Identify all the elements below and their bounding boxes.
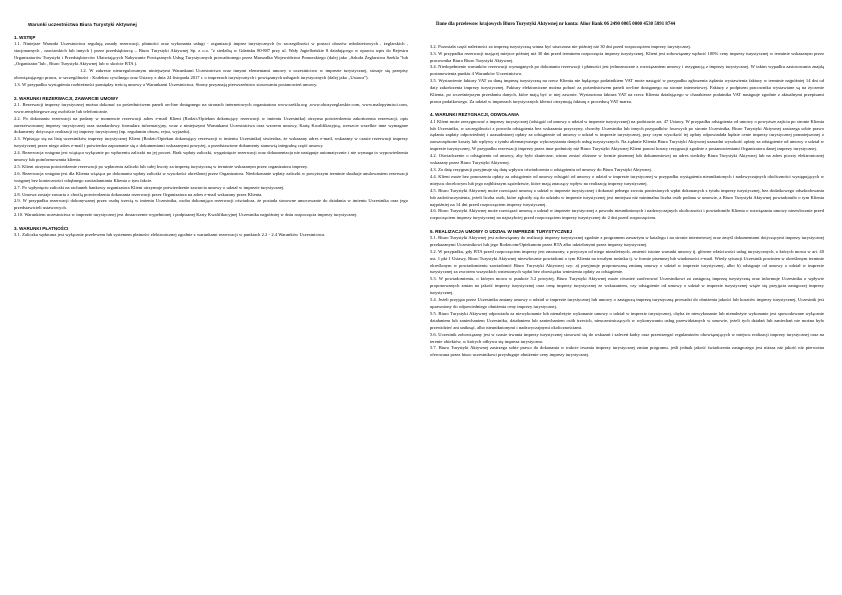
paragraph-2-1: 2.1. Rezerwacji imprezy turystycznej można dokonać za pośrednictwem paneli on-line dostępnego na stronach internetowych organizatora www.szekla.org ,www.obozyzeglarskie.com, www.malopytmisci.com, www.rentybiegowe.org osobiście lub telefonicznie. [14, 101, 408, 114]
bank-details-header: Dane dla przelewow krajowych Biuro Turystyki Aktywnej nr konta: Alior Bank 06 2490 0005 0000 4530 5891 8744 [436, 22, 676, 27]
paragraph-5-5: 5.5. Biuro Turystyki Aktywnej odpowiada za niewykonanie lub nienależyte wykonanie umowy o udział w imprezie turystycznej, chyba że niewykonanie lub nienależyte wykonanie jest spowodowane wyłącznie działaniem lub zaniechaniem Uczestnika, działaniem lub zaniechaniem osób trzecich, nieuczestniczących w wykonywaniu usług przewidzianych w umowie, jeżeli tych działań lub zaniechań nie można było przewidzieć ani uniknąć, albo nieuniknionymi i nadzwyczajnymi okolicznościami. [430, 310, 824, 330]
right-column [430, 14, 824, 589]
paragraph-2-4: 2.4. Rezerwacja wstępna jest wiążąca wyłącznie po wpłaceniu zaliczki na jej poczet. Brak wpłaty zaliczki, wygaśnięcie rezerwacji oraz dokumentacja nie następuje automatycznie i nie wymaga to wypowiedzenia umowy lub poinformowania klienta. [14, 150, 408, 163]
paragraph-5-2: 5.2. W przypadku, gdy BTA przed rozpoczęciem imprezy jest zmuszony, z przyczyn od niego niezależnych, zmienić istotne warunki umowy tj. główne właściwości usług turystycznych, o których mowa w art. 40 ust. 1 pkt 1 Ustawy, Biuro Turystyki Aktywnej niezwłocznie powiadomi o tym Klienta na trwałym nośniku tj. w formie pisemnej lub wiadomości e-mail. Wtedy sytuacji Uczestnik powinien w określonym terminie określonym w powiadomieniu zawiadomić Biuro Turystyki Aktywnej czy: a) przyjmuje proponowaną zmianę umowy o udział w imprezie turystycznej, albo b) odstępuje od umowy o udział w imprezie turystycznej za zwrotem wszystkich wniesionych wpłat bez obowiązku wniesienia opłaty za odstąpienie. [430, 248, 824, 275]
paragraph-5-3: 5.3. W powiadomieniu, o którym mowa w punkcie 5.2 powyżej, Biuro Turystyki Aktywnej może również zaoferować Uczestnikowi za zastępczą imprezę turystyczną oraz informuje Uczestnika o wpływie proponowanych zmian na jakość imprezy turystycznej oraz cenę imprezy turystycznej ze wskazaniem, czy odstąpienie od umowy o udział w imprezie turystycznej wiąże się przyjęcia zastępczej imprezy turystycznej. [430, 276, 824, 296]
paragraph-4-2: 4.2. Oświadczenie o odstąpieniu od umowy, aby było skuteczne, winno zostać złożone w formie pisemnej lub dokumentowej na adres siedziby Biura Turystyki Aktywnej lub na adres poczty elektronicznej wskazany przez Biuro Turystyki Aktywnej. [430, 153, 824, 166]
paragraph-2-8: 2.8. Umowa zostaje zawarta z chwilą potwierdzenia dokonania rezerwacji przez Organizatora na adres e-mail wskazany przez Klienta. [14, 191, 263, 197]
paragraph-4-3: 4.3. Za datę rezygnacji przyjmuje się datę wpływu oświadczenia o odstąpieniu od umowy do Biura Turystyki Aktywnej. [430, 166, 652, 172]
paragraph-3-1: 3.1. Zaliczka wpłacana jest wyłącznie przelewem lub systemem płatności elektronicznej zgodnie z warunkami rezerwacji w punktach 2.2 - 2.4 Warunków Uczestnictwa. [14, 231, 326, 237]
paragraph-2-3: 2.3. Wpisując się na listę uczestników imprezy turystycznej Klient (Rodzic/Opiekun dokonujący rezerwacji w imieniu Uczestnika) stwierdza, że wskazany adres e-mail, wskazany w czasie rezerwacji imprezy turystycznej przez niego adres e-mail i potwierdza zapoznanie się z dokumentami wskazanymi powyżej, a przedstawione dokumenty stanowią integralną część umowy. [14, 136, 408, 149]
paragraph-2-9: 2.9. W przypadku rezerwacji dokonywanej przez osobę trzecią w imieniu Uczestnika, osoba dokonująca rezerwacji oświadcza, że posiada stosowne umocowanie do działania w imieniu Uczestnika oraz jego przedstawicieli ustawowych. [14, 198, 408, 211]
section-heading-3: 3. WARUNKI PŁATNOŚCI [14, 225, 69, 231]
paragraph-4-6: 4.6. Biuro Turystyki Aktywnej może rozwiązać umowę o udział w imprezie turystycznej z powodu nieuniknionych i nadzwyczajnych okoliczności i powiadomiło Klienta o rozwiązaniu umowy niezwłocznie przed rozpoczęciem imprezy turystycznej na najszybciej przed rozpoczęciem imprezy turystycznej do 2 dni przed rozpoczęciem. [430, 208, 824, 221]
section-heading-4: 4. WARUNKI REZYGNACJI, ODWOŁANIA [430, 112, 520, 118]
paragraph-1-3: 1.3. W przypadku wystąpienia rozbieżności pomiędzy treścią umowy a Warunkami Uczestnictwa, Strony przyznają pierwszeństwo stosowaniu postanowień umowy. [14, 82, 318, 88]
column-top-spacer [430, 28, 824, 44]
paragraph-1-2: 1.2. W zakresie nieuregulowanym niniejszymi Warunkami Uczestnictwa oraz innymi elementami umowy o uczestnictwo w imprezie turystycznej, stosuje się przepisy obowiązującego prawa, w szczególności : Kodeksu cywilnego oraz Ustawy z dnia 24 listopada 2017 r. o imprezach turystycznych i powiązanych usługach turystycznych (dalej jako „Ustawa"). [14, 68, 408, 81]
left-column [14, 14, 408, 589]
section-heading-1: 1. WSTĘP [14, 34, 36, 40]
paragraph-3-5: 3.5. Wystawienie faktury VAT za daną imprezę turystyczną na rzecz Klienta nie będącego podatnikiem VAT może nastąpić w przypadku zgłoszenia żądania wystawienia faktury w terminie najpóźniej 14 dni od daty zakończenia imprezy turystycznej. Faktury elektroniczne można pobrać za pośrednictwem paneli on-line dostępnego na stronie internetowej. Faktury z podpisem pracownika wystawiane są na życzenie Klienta, po wcześniejszym przesłaniu danych, które mają być w niej zawarte. Wystawiona faktura VAT na rzecz Klienta działającego w charakterze podatnika VAT następuje zgodnie z aktualnymi przepisami prawa podatkowego. Za udział w imprezach turystycznych klienci otrzymują fakturę z procedurą VAT marża. [430, 78, 824, 104]
paragraph-4-5: 4.5. Biuro Turystyki Aktywnej może rozwiązać umowę o udział w imprezie turystycznej i dokonać pełnego zwrotu poniesionych wpłat dokonanych z tytułu imprezy turystycznej, bez dodatkowego odszkodowania lub zadośćuczynienia, jeżeli liczba osób, które zgłosiły się do udziału w imprezie turystycznej jest mniejsza niż minimalna liczba osób podana w umowie, a Biuro Turystyki Aktywnej powiadomiło o tym Klienta najpóźniej na 14 dni przed rozpoczęciem imprezy turystycznej. [430, 187, 824, 207]
paragraph-4-4: 4.4. Klient może bez ponoszenia opłaty za odstąpienie od umowy odstąpić od umowy o udział w imprezie turystycznej w przypadku wystąpienia nieuniknionych i nadzwyczajnych okoliczności występujących w miejscu docelowym lub jego najbliższym sąsiedztwie, które mają znaczący wpływ na realizację imprezy turystycznej. [430, 173, 824, 186]
paragraph-2-7: 2.7. Po wpłynięciu zaliczki na rachunek bankowy organizatora Klient otrzymuje potwierdzenie zawarcia umowy o udział w imprezie turystycznej. [14, 184, 285, 190]
paragraph-1-1: 1.1. Niniejsze Warunki Uczestnictwa regulują zasady rezerwacji, płatności oraz wykonania usługi - organizacji imprez turystycznych (w szczególności w postaci obozów młodzieżowych , żeglarskich , stacjonarnych , narciarskich lub innych ) przez przedsiębiorcę – Biuro Turystyki Aktywnej Sp. z o.o. "z siedzibą w Gdańsku 80-887 przy ul. Wały Jagiellońskie 8 działającego w oparciu wpis do Rejestru Organizatorów Turystyki i Przedsiębiorców Ułatwiających Nabywanie Powiązanych Usług Turystycznych prowadzonego przez Marszałka Województwa Pomorskiego (dalej jako „Szkoła Żeglarstwa Szekla "lub „Organizator"lub , Biuro Turystyki Aktywnej lub w skrócie BTA ). [14, 40, 408, 67]
paragraph-2-2: 2.2. Po dokonaniu rezerwacji na podany w momencie rezerwacji adres e-mail Klient (Rodzic/Opiekun dokonujący rezerwacji w imieniu Uczestnika) otrzyma potwierdzenia zakończenia rezerwacji, opis zarezerwowanej imprezy turystycznej oraz standardowy formularz informacyjny, wraz z niniejszymi Warunkami Uczestnictwa oraz wzorem umowy, Kartę Kwalifikacyjną, wreszcie wszelkie inne wymagane dokumenty dotyczące realizacji tej imprezy turystycznej (np. regulamin obozu, rejsu, wyjazdu). [14, 115, 408, 135]
paragraph-5-1: 5.1. Biuro Turystyki Aktywnej jest zobowiązany do realizacji imprezy turystycznej zgodnie z programem zawartym w katalogu i na stronie internetowej oraz zmyśl dokumentami dotyczącymi imprezy turystycznej przekazanymi Uczestnikowi lub jego Rodzicom/Opiekunom przez BTA albo udzielonymi przez imprezy turystycznej. [430, 234, 824, 247]
paragraph-3-4: 3.4. Niedopełnienie warunków rezerwacji wymaganych po dokonaniu rezerwacji i płatności jest jednoznaczne z rozwiązaniem umowy i rezygnacją z imprezy turystycznej. W takim wypadku zastosowania znajdą postanowienia punktu 4 Warunków Uczestnictwa. [430, 64, 824, 77]
paragraph-5-4: 5.4. Jeżeli przyjęta przez Uczestnika zmiany umowy o udział w imprezie turystycznej lub umowy o zastępczą imprezę turystyczną prowadzi do obniżenia jakości lub kosztów imprezy turystycznej, Uczestnik jest uprawniony do odpowiedniego obniżenia ceny imprezy turystycznej. [430, 297, 824, 309]
paragraph-4-1: 4.1 Klient może zrezygnować z imprezy turystycznej (odstąpić od umowy o udział w imprezie turystycznej) na podstawie art. 47 Ustawy. W przypadku odstąpienia od umowy o powyższe zajścia po stronie Klienta lub Uczestnika, w szczególności z powodu odstąpienia bez wskazania przyczyny, choroby Uczestnika lub innych przypadków losowych po stronie Uczestnika, Biuro Turystyki Aktywnej zastrzega sobie prawo żądania zapłaty odpowiedniej i uzasadnionej opłaty za odstąpienie od umowy o udział w imprezie turystycznej, przy czym wysokość tej opłaty odpowiadała będzie cenie imprezy turystycznej pomniejszonej o zaoszczędzone koszty lub wpływy z tytułu alternatywnego wykorzystania danych usług turystycznych. Na żądanie Klienta Biuro Turystyki Aktywnej uzasadni wysokość opłaty za odstąpienie od umowy o udział w imprezie turystycznej. W przypadku rezerwacji imprezy przez inne podmioty niż Biuro Turystyki Aktywnej Klient ponosi koszty rezygnacji zgodnie z postanowieniami Organizatora danej imprezy turystycznej. [430, 118, 824, 152]
paragraph-2-10: 2.10. Warunkiem uczestnictwa w imprezie turystycznej jest dostarczenie wypełnionej i podpisanej Karty Kwalifikacyjnej Uczestnika najpóźniej w dniu rozpoczęcia imprezy turystycznej. [14, 212, 358, 218]
section-heading-5: 5. REALIZACJA UMOWY O UDZIAŁ W IMPREZIE TURYSTYCZNEJ [430, 228, 573, 234]
section-heading-2: 2. WARUNKI REZERWACJI, ZAWARCIE UMOWY [14, 95, 119, 101]
paragraph-5-6: 5.6. Uczestnik zobowiązany jest w czasie trwania imprezy turystycznej stosować się do wskazań i zaleceń kadry oraz przestrzegać regulaminów obowiązujących w miejscu realizacji imprezy turystycznej oraz na terenie obiektów, w których odbywa się impreza turystyczna. [430, 331, 824, 344]
paragraph-3-3: 3.3. W przypadku rezerwacji mającej miejsce później niż 30 dni przed terminem rozpoczęcia imprezy turystycznej, Klient jest zobowiązany wpłacić 100% ceny imprezy turystycznej w terminie wskazanym przez pracownika Biura Biuro Turystyki Aktywnej. [430, 50, 824, 63]
document-title: Warunki uczestnictwa Biura Turystyki Aktywnej [28, 22, 137, 27]
paragraph-5-7: 5.7. Biuro Turystyki Aktywnej zastrzega sobie prawo do dokonania w trakcie trwania imprezy turystycznej zmian programu, jeśli jednak jakość świadczenia zastępczego jest niższa niż jakość niż pierwotna oferowana przez biuro uczestnikowi przysługuje obniżenie ceny imprezy turystycznej. [430, 345, 824, 358]
paragraph-2-5: 2.5. Klient otrzyma potwierdzenie rezerwacji po wpłaceniu zaliczki lub całej kwoty za imprezę turystyczną w terminie wskazanym przez organizatora imprezy. [14, 163, 309, 169]
paragraph-3-2: 3.2. Pozostała część należności za imprezę turystyczną winna być uiszczona nie później niż 30 dni przed rozpoczęciem imprezy turystycznej. [430, 43, 691, 49]
paragraph-2-6: 2.6. Rezerwacja wstępna jest dla Klienta wiążąca po dokonaniu wpłaty zaliczki w wysokości określonej przez Organizatora. Niedokonanie wpłaty zaliczki w powyższym terminie skutkuje anulowaniem rezerwacji wstępnej bez konieczności odrębnego zawiadamiania Klienta o tym fakcie. [14, 170, 408, 183]
two-column-layout [14, 14, 828, 589]
